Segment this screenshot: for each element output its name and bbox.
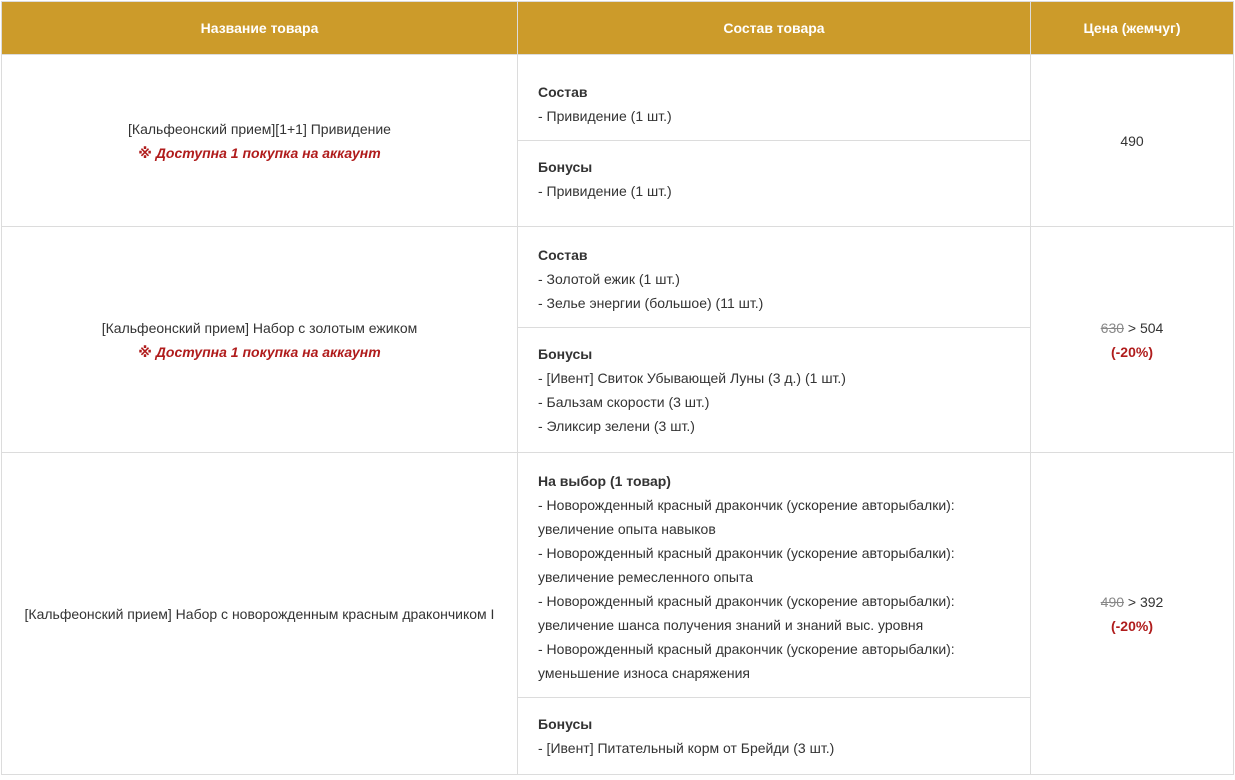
purchase-limit-notice: ※ Доступна 1 покупка на аккаунт [138, 343, 381, 360]
table-row [2, 55, 1234, 227]
price-separator: > [1124, 593, 1140, 610]
list-item: - Зелье энергии (большое) (11 шт.) [538, 295, 764, 311]
product-name: [Кальфеонский прием] Набор с новорожденным красным дракончиком I [24, 605, 495, 622]
list-item: - Золотой ежик (1 шт.) [538, 271, 680, 287]
shop-table [1, 1, 1234, 775]
list-item: - [Ивент] Свиток Убывающей Луны (3 д.) (1 шт.) [538, 370, 846, 386]
new-price: 392 [1139, 593, 1164, 610]
product-name-cell [2, 227, 518, 453]
bonus-section [518, 697, 1030, 772]
discount-badge: (-20%) [1110, 343, 1153, 360]
discount-badge: (-20%) [1110, 617, 1153, 634]
list-item: - Новорожденный красный дракончик (ускорение авторыбалки): [538, 593, 955, 609]
list-item: уменьшение износа снаряжения [538, 665, 750, 681]
list-item: увеличение ремесленного опыта [538, 569, 754, 585]
product-name: [Кальфеонский прием][1+1] Привидение [128, 120, 391, 137]
product-name-cell [2, 453, 518, 775]
table-row [2, 453, 1234, 775]
product-contents-cell [518, 227, 1031, 453]
old-price: 630 [1100, 319, 1125, 336]
price-cell [1031, 55, 1234, 227]
price-line [1031, 316, 1233, 340]
section-title: Состав [538, 84, 588, 100]
table-header-row [2, 2, 1234, 55]
section-title: Бонусы [538, 346, 593, 362]
section-title: На выбор (1 товар) [538, 473, 671, 489]
list-item: - Новорожденный красный дракончик (ускорение авторыбалки): [538, 497, 955, 513]
product-name-cell [2, 55, 518, 227]
header-price: Цена (жемчуг) [1031, 2, 1234, 55]
bonus-section [518, 327, 1030, 450]
bonus-section [518, 140, 1030, 215]
price-cell [1031, 227, 1234, 453]
choice-section [518, 455, 1030, 697]
list-item: увеличение опыта навыков [538, 521, 716, 537]
new-price: 504 [1139, 319, 1164, 336]
table-row [2, 227, 1234, 453]
product-name: [Кальфеонский прием] Набор с золотым ежиком [101, 319, 418, 336]
price-value: 490 [1120, 132, 1144, 149]
contents-section [518, 229, 1030, 327]
list-item: - Привидение (1 шт.) [538, 183, 672, 199]
contents-section [518, 66, 1030, 140]
product-contents-cell [518, 453, 1031, 775]
list-item: - Новорожденный красный дракончик (ускорение авторыбалки): [538, 641, 955, 657]
section-title: Бонусы [538, 159, 593, 175]
list-item: - Новорожденный красный дракончик (ускорение авторыбалки): [538, 545, 955, 561]
list-item: - Эликсир зелени (3 шт.) [538, 418, 695, 434]
section-title: Бонусы [538, 716, 593, 732]
price-separator: > [1124, 319, 1140, 336]
list-item: увеличение шанса получения знаний и знаний выс. уровня [538, 617, 924, 633]
old-price: 490 [1100, 593, 1125, 610]
list-item: - Привидение (1 шт.) [538, 108, 672, 124]
price-cell [1031, 453, 1234, 775]
list-item: - [Ивент] Питательный корм от Брейди (3 шт.) [538, 740, 835, 756]
product-contents-cell [518, 55, 1031, 227]
list-item: - Бальзам скорости (3 шт.) [538, 394, 710, 410]
section-title: Состав [538, 247, 588, 263]
price-line [1031, 590, 1233, 614]
purchase-limit-notice: ※ Доступна 1 покупка на аккаунт [138, 144, 381, 161]
header-product-name: Название товара [2, 2, 518, 55]
header-product-contents: Состав товара [518, 2, 1031, 55]
